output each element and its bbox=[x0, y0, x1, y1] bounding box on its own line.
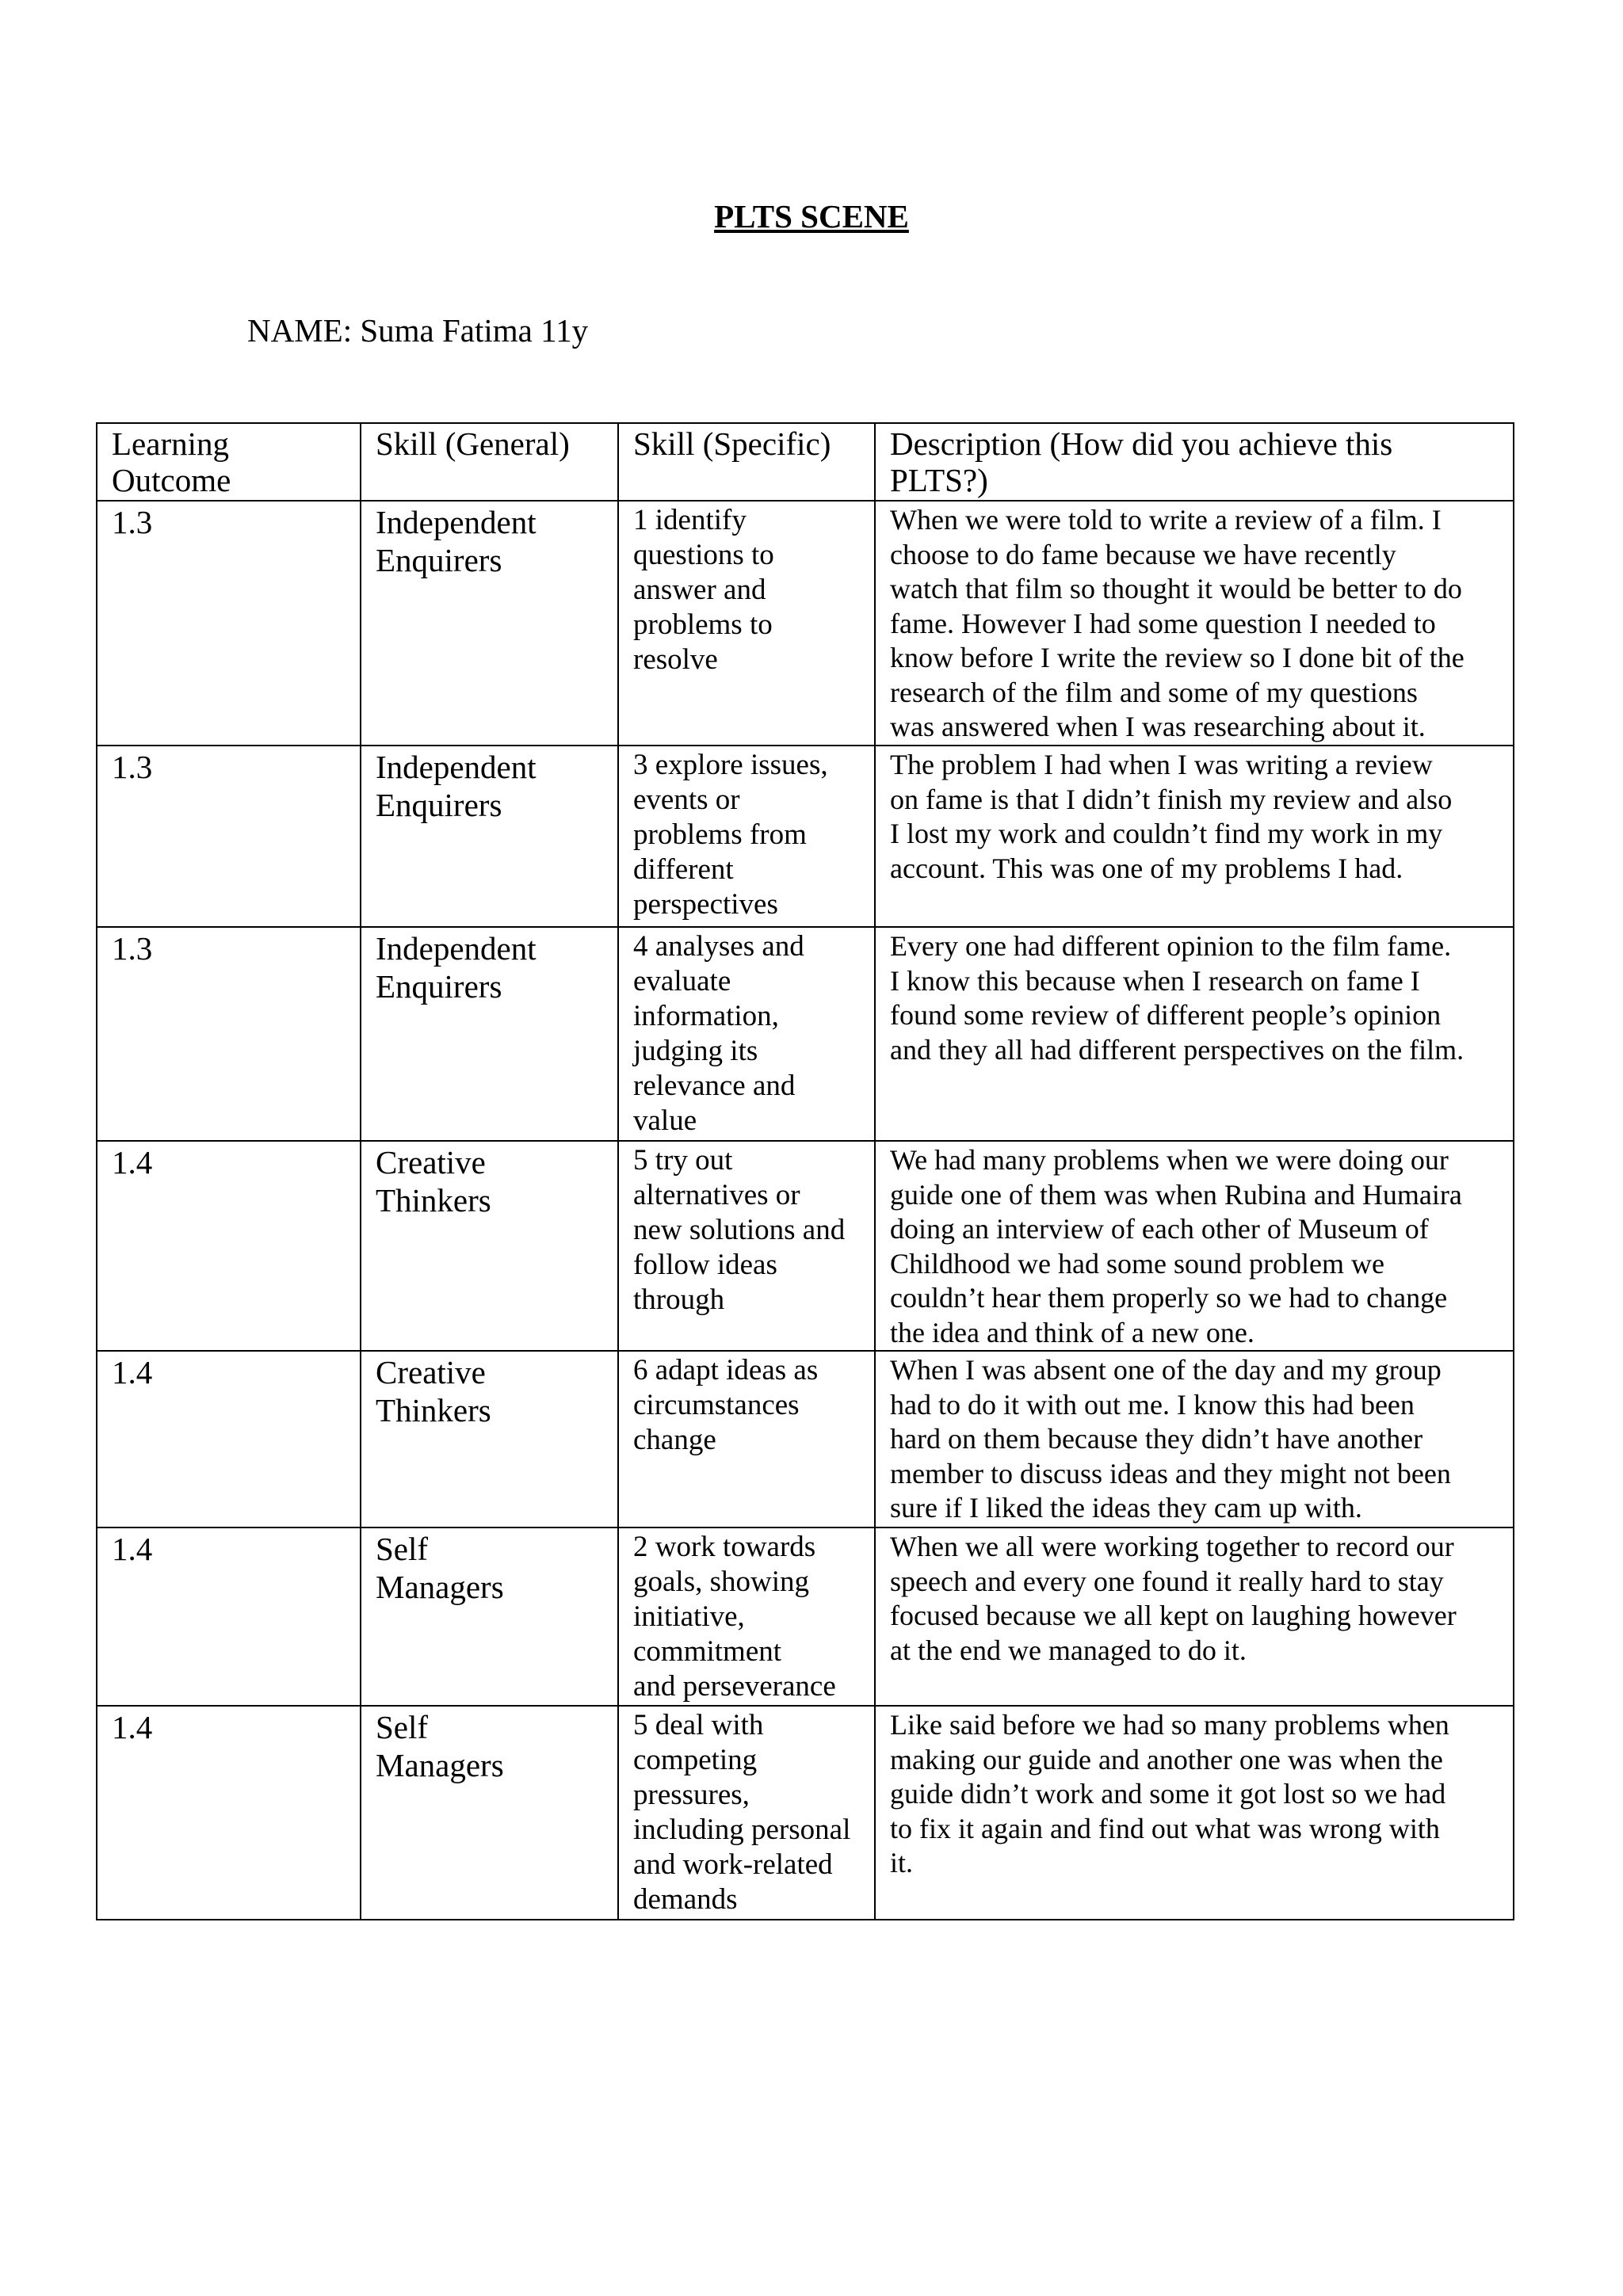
table-row bbox=[97, 1706, 1514, 1920]
cell-skill-general: Creative Thinkers bbox=[361, 1351, 618, 1527]
cell-description: Every one had different opinion to the film fame. I know this because when I research on fame I found some review of different people’s opinion and they all had different perspectives on the film. bbox=[875, 927, 1514, 1141]
cell-skill-specific: 6 adapt ideas as circumstances change bbox=[618, 1351, 875, 1527]
cell-description: Like said before we had so many problems when making our guide and another one was when the guide didn’t work and some it got lost so we had to fix it again and find out what was wrong with it. bbox=[875, 1706, 1514, 1920]
cell-learning-outcome: 1.4 bbox=[97, 1706, 361, 1920]
cell-learning-outcome: 1.3 bbox=[97, 501, 361, 746]
table-row bbox=[97, 746, 1514, 927]
cell-skill-specific: 5 try out alternatives or new solutions and follow ideas through bbox=[618, 1141, 875, 1351]
cell-skill-specific: 4 analyses and evaluate information, judging its relevance and value bbox=[618, 927, 875, 1141]
table-row bbox=[97, 1527, 1514, 1706]
cell-learning-outcome: 1.3 bbox=[97, 746, 361, 927]
header-skill-specific: Skill (Specific) bbox=[618, 423, 875, 501]
cell-skill-general: Self Managers bbox=[361, 1527, 618, 1706]
cell-skill-general: Independent Enquirers bbox=[361, 746, 618, 927]
cell-learning-outcome: 1.3 bbox=[97, 927, 361, 1141]
table-row bbox=[97, 1351, 1514, 1527]
cell-learning-outcome: 1.4 bbox=[97, 1141, 361, 1351]
table-row bbox=[97, 927, 1514, 1141]
cell-description: We had many problems when we were doing our guide one of them was when Rubina and Humaira doing an interview of each other of Museum of Childhood we had some sound problem we couldn’t hear them properly so we had to change the idea and think of a new one. bbox=[875, 1141, 1514, 1351]
cell-skill-general: Independent Enquirers bbox=[361, 501, 618, 746]
cell-description: When we were told to write a review of a film. I choose to do fame because we have recently watch that film so thought it would be better to do fame. However I had some question I needed to know before I write the review so I done bit of the research of the film and some of my questions was answered when I was researching about it. bbox=[875, 501, 1514, 746]
cell-description: The problem I had when I was writing a review on fame is that I didn’t finish my review and also I lost my work and couldn’t find my work in my account. This was one of my problems I had. bbox=[875, 746, 1514, 927]
cell-skill-specific: 2 work towards goals, showing initiative, commitment and perseverance bbox=[618, 1527, 875, 1706]
cell-skill-general: Creative Thinkers bbox=[361, 1141, 618, 1351]
cell-skill-general: Self Managers bbox=[361, 1706, 618, 1920]
plts-table bbox=[96, 422, 1514, 1920]
table-row bbox=[97, 1141, 1514, 1351]
cell-skill-specific: 1 identify questions to answer and problems to resolve bbox=[618, 501, 875, 746]
header-skill-general: Skill (General) bbox=[361, 423, 618, 501]
cell-learning-outcome: 1.4 bbox=[97, 1351, 361, 1527]
table-header-row bbox=[97, 423, 1514, 501]
table-row bbox=[97, 501, 1514, 746]
document-title: PLTS SCENE bbox=[714, 198, 909, 235]
cell-skill-general: Independent Enquirers bbox=[361, 927, 618, 1141]
cell-skill-specific: 3 explore issues, events or problems from different perspectives bbox=[618, 746, 875, 927]
header-learning-outcome: Learning Outcome bbox=[97, 423, 361, 501]
cell-description: When I was absent one of the day and my group had to do it with out me. I know this had been hard on them because they didn’t have another member to discuss ideas and they might not been sure if I liked the ideas they cam up with. bbox=[875, 1351, 1514, 1527]
header-description: Description (How did you achieve this PLTS?) bbox=[875, 423, 1514, 501]
student-name-line: NAME: Suma Fatima 11y bbox=[247, 312, 589, 349]
cell-skill-specific: 5 deal with competing pressures, including personal and work-related demands bbox=[618, 1706, 875, 1920]
cell-learning-outcome: 1.4 bbox=[97, 1527, 361, 1706]
cell-description: When we all were working together to record our speech and every one found it really hard to stay focused because we all kept on laughing however at the end we managed to do it. bbox=[875, 1527, 1514, 1706]
